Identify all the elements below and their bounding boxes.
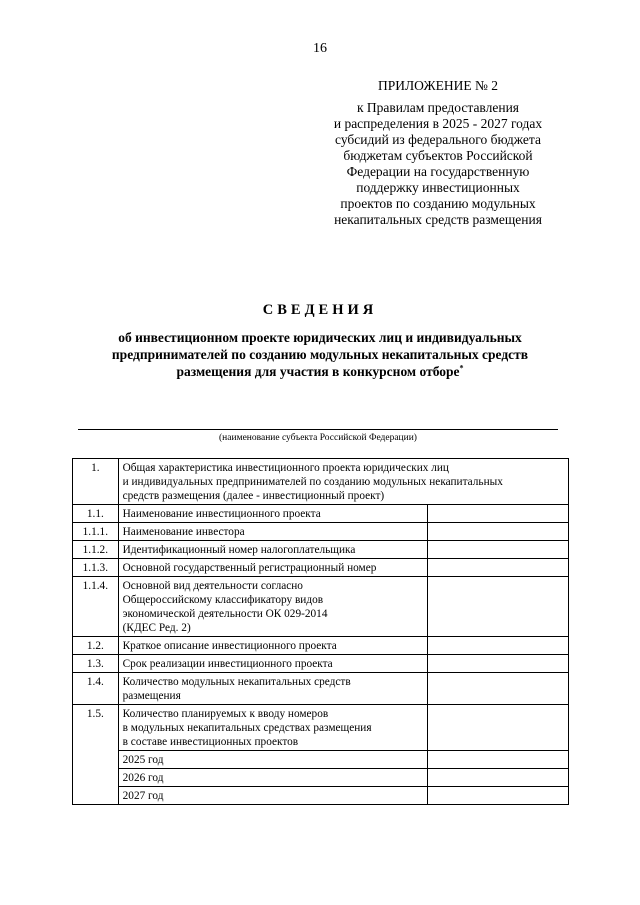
subheading-line	[60, 363, 580, 380]
row-label-line: размещения	[122, 690, 181, 702]
table-row	[73, 637, 569, 655]
appendix-title: ПРИЛОЖЕНИЕ № 2	[377, 78, 499, 93]
row-label: Основной государственный регистрационный номер	[118, 559, 427, 577]
document-subheading	[60, 329, 580, 380]
year-value-cell[interactable]	[428, 751, 569, 769]
row-label-line: в модульных некапитальных средствах размещения	[122, 722, 372, 734]
row-label-line: Количество модульных некапитальных средств	[122, 676, 351, 688]
subheading-line: предпринимателей по созданию модульных некапитальных средств	[111, 347, 529, 362]
row-label: Наименование инвестора	[118, 523, 427, 541]
table-row	[73, 505, 569, 523]
row-label-line: Общая характеристика инвестиционного проекта юридических лиц	[122, 462, 449, 474]
row-label-line: и индивидуальных предпринимателей по созданию модульных некапитальных	[122, 476, 503, 488]
table-row	[73, 673, 569, 705]
row-label-line: Основной вид деятельности согласно	[122, 580, 303, 592]
row-number: 1.1.1.	[73, 523, 119, 541]
table-row-year	[73, 769, 569, 787]
row-number: 1.4.	[73, 673, 119, 705]
year-label: 2027 год	[118, 787, 427, 805]
appendix-line: проектов по созданию модульных	[340, 196, 536, 211]
appendix-line: и распределения в 2025 - 2027 годах	[333, 116, 543, 131]
appendix-block	[318, 78, 558, 228]
appendix-line: поддержку инвестиционных	[356, 180, 520, 195]
row-label: Идентификационный номер налогоплательщика	[118, 541, 427, 559]
row-label-line: экономической деятельности ОК 029-2014	[122, 608, 328, 620]
subheading-line: об инвестиционном проекте юридических лиц и индивидуальных	[118, 330, 522, 345]
page-number: 16	[313, 41, 327, 56]
row-label-line: (КДЕС Ред. 2)	[122, 622, 191, 634]
row-label	[118, 673, 427, 705]
footnote-mark: *	[459, 363, 464, 373]
table-row	[73, 577, 569, 637]
row-value-cell[interactable]	[428, 655, 569, 673]
table-row	[73, 523, 569, 541]
row-number: 1.5.	[73, 705, 119, 805]
region-name-underline	[78, 429, 558, 430]
table-row	[73, 559, 569, 577]
row-number: 1.2.	[73, 637, 119, 655]
row-label: Срок реализации инвестиционного проекта	[118, 655, 427, 673]
table-row-year	[73, 751, 569, 769]
appendix-line: субсидий из федерального бюджета	[335, 132, 541, 147]
row-value-cell[interactable]	[428, 673, 569, 705]
table-row	[73, 541, 569, 559]
year-label: 2026 год	[118, 769, 427, 787]
document-heading: СВЕДЕНИЯ	[262, 302, 378, 318]
row-value-cell[interactable]	[428, 577, 569, 637]
row-value-cell[interactable]	[428, 705, 569, 751]
project-info-table	[72, 458, 569, 805]
row-label	[118, 577, 427, 637]
row-label-line: Общероссийскому классификатору видов	[122, 594, 324, 606]
row-label-line: в составе инвестиционных проектов	[122, 736, 299, 748]
year-value-cell[interactable]	[428, 787, 569, 805]
row-label-line: Количество планируемых к вводу номеров	[122, 708, 329, 720]
year-value-cell[interactable]	[428, 769, 569, 787]
row-number: 1.1.	[73, 505, 119, 523]
appendix-line: бюджетам субъектов Российской	[343, 148, 533, 163]
appendix-line: к Правилам предоставления	[356, 100, 520, 115]
row-number: 1.	[73, 459, 119, 505]
row-label	[118, 705, 427, 751]
appendix-line: Федерации на государственную	[346, 164, 530, 179]
appendix-line: некапитальных средств размещения	[334, 212, 542, 227]
row-value-cell[interactable]	[428, 505, 569, 523]
row-label: Краткое описание инвестиционного проекта	[118, 637, 427, 655]
row-label-line: средств размещения (далее - инвестиционный проект)	[122, 490, 385, 502]
row-value-cell[interactable]	[428, 541, 569, 559]
table-row	[73, 705, 569, 751]
row-value-cell[interactable]	[428, 559, 569, 577]
row-label: Наименование инвестиционного проекта	[118, 505, 427, 523]
region-caption: (наименование субъекта Российской Федерации)	[219, 433, 417, 443]
row-number: 1.1.2.	[73, 541, 119, 559]
row-number: 1.3.	[73, 655, 119, 673]
row-number: 1.1.4.	[73, 577, 119, 637]
row-label	[118, 459, 568, 505]
table-row	[73, 655, 569, 673]
table-row	[73, 459, 569, 505]
table-row-year	[73, 787, 569, 805]
year-label: 2025 год	[118, 751, 427, 769]
row-value-cell[interactable]	[428, 637, 569, 655]
row-number: 1.1.3.	[73, 559, 119, 577]
subheading-line-text: размещения для участия в конкурсном отборе	[176, 364, 460, 379]
row-value-cell[interactable]	[428, 523, 569, 541]
